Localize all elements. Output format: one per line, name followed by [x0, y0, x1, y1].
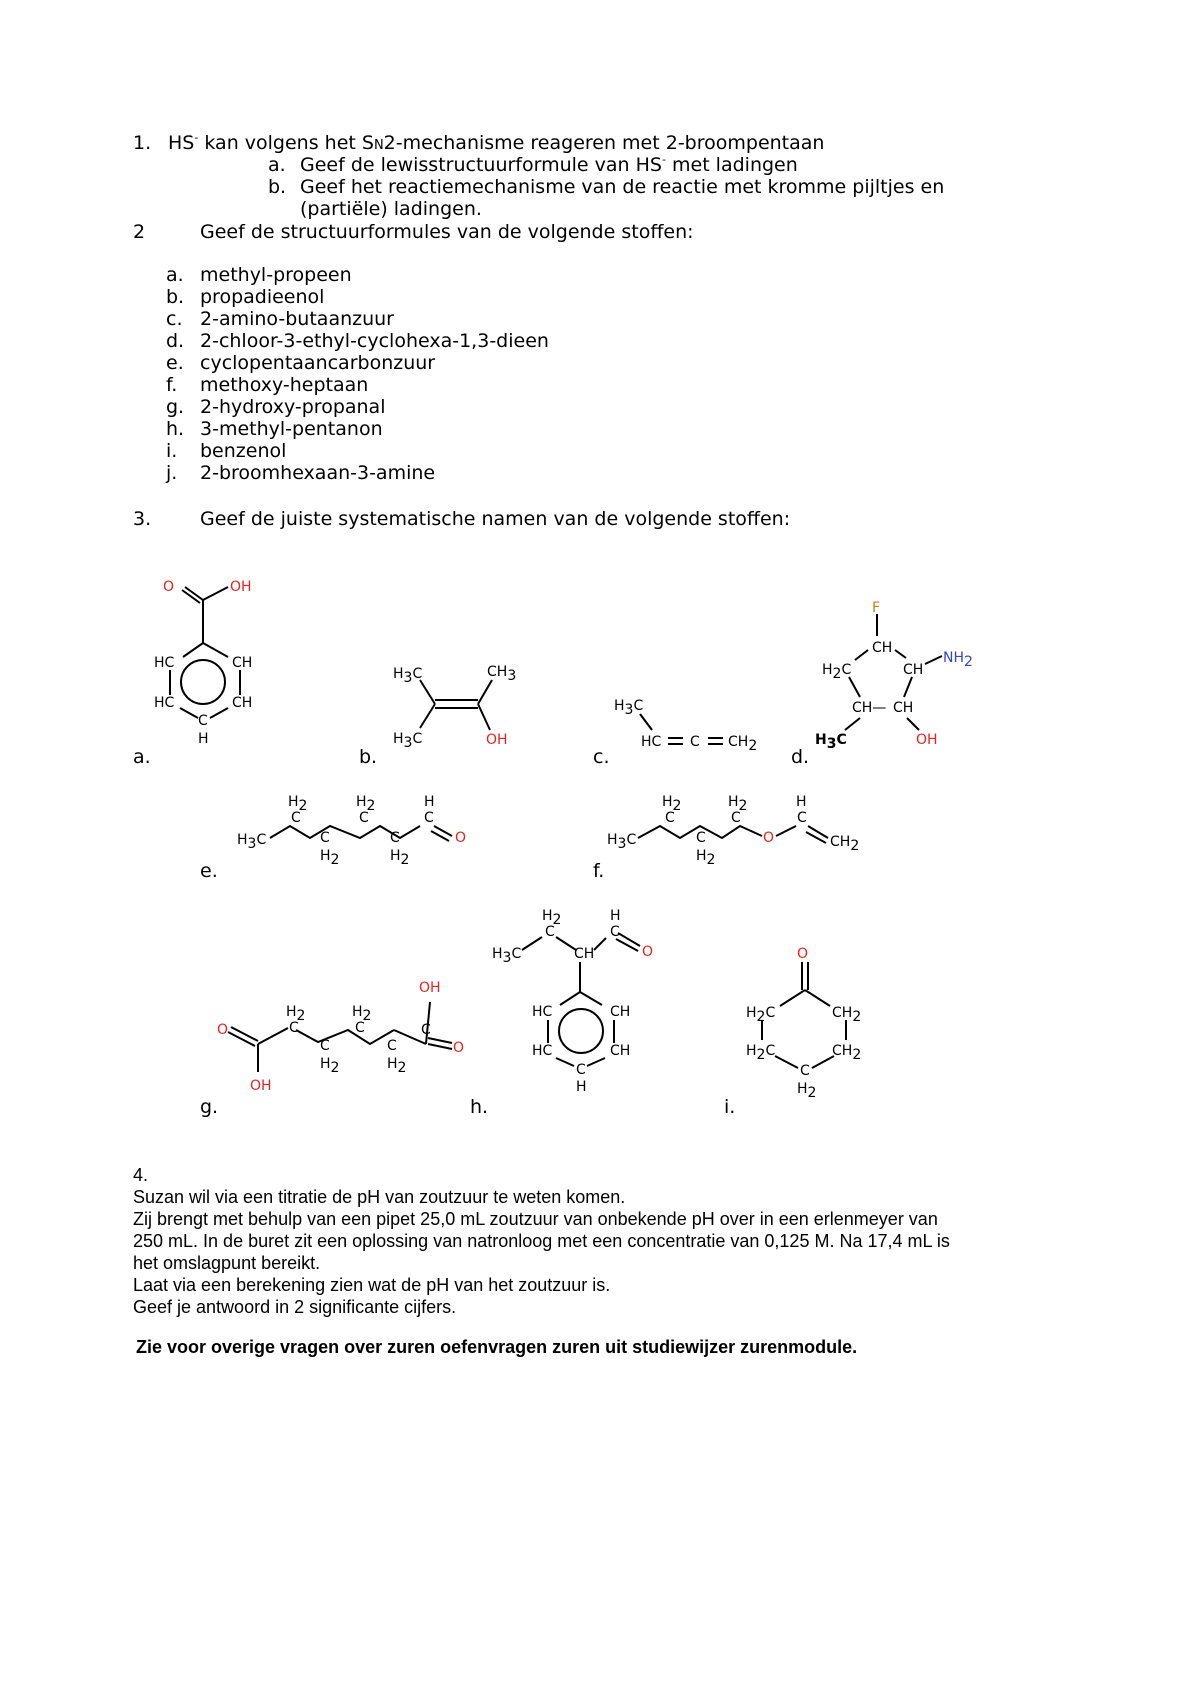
- atom-label: CH3: [487, 664, 517, 684]
- atom-label: C: [421, 1022, 431, 1038]
- atom-label: O: [455, 830, 467, 846]
- atom-label: C: [289, 1020, 299, 1036]
- list-item-marker: i.: [166, 440, 178, 462]
- list-item-marker: e.: [166, 352, 184, 374]
- structure-label-i: i.: [724, 1096, 736, 1118]
- atom-label: F: [872, 600, 881, 616]
- atom-label: CH: [872, 640, 893, 656]
- atom-label: H3C: [393, 731, 423, 751]
- atom-label: H2C: [746, 1005, 776, 1025]
- structure-label-f: f.: [593, 860, 605, 882]
- list-item: benzenol: [200, 440, 287, 462]
- q4-line: Laat via een berekening zien wat de pH van het zoutzuur is.: [133, 1275, 611, 1295]
- q1b-line2: (partiële) ladingen.: [300, 198, 482, 220]
- list-item-marker: b.: [166, 286, 185, 308]
- q2-prompt: Geef de structuurformules van de volgende stoffen:: [200, 221, 694, 243]
- list-item-marker: f.: [166, 374, 178, 396]
- atom-label: CH: [232, 655, 253, 671]
- structure-g: [228, 1002, 452, 1072]
- atom-label: O: [217, 1022, 229, 1038]
- structure-label-b: b.: [359, 746, 378, 768]
- atom-label: H2: [662, 794, 682, 814]
- atom-label: H2C: [822, 662, 852, 682]
- atom-label: H2: [728, 794, 748, 814]
- atom-label: C: [665, 810, 675, 826]
- atom-label: H2: [696, 848, 716, 868]
- atom-label: H2: [356, 794, 376, 814]
- q4-number: 4.: [133, 1165, 149, 1185]
- list-item: methoxy-heptaan: [200, 374, 369, 396]
- atom-label: C: [800, 1063, 810, 1079]
- structure-label-a: a.: [133, 746, 151, 768]
- atom-label: H3C: [492, 946, 522, 966]
- list-item: 2-hydroxy-propanal: [200, 396, 386, 418]
- atom-label: C: [359, 810, 369, 826]
- atom-label: HC: [154, 695, 175, 711]
- atom-label: C: [696, 830, 706, 846]
- atom-label: C: [387, 1038, 397, 1054]
- atom-label: CH: [610, 1004, 631, 1020]
- atom-label: HC: [154, 655, 175, 671]
- atom-label: CH2: [728, 734, 758, 754]
- q1b-marker: b.: [268, 176, 287, 198]
- atom-label: CH: [903, 662, 924, 678]
- atom-label: NH2: [943, 650, 973, 670]
- list-item: 2-broomhexaan-3-amine: [200, 462, 436, 484]
- q1-text: HS- kan volgens het SN2-mechanisme reageren met 2-broompentaan: [168, 131, 825, 154]
- list-item: methyl-propeen: [200, 264, 352, 286]
- list-item: 2-chloor-3-ethyl-cyclohexa-1,3-dieen: [200, 330, 549, 352]
- atom-label: HC: [641, 734, 662, 750]
- atom-label: O: [797, 946, 809, 962]
- atom-label: H: [424, 794, 435, 810]
- atom-label: OH: [916, 732, 938, 748]
- atom-label: C: [320, 830, 330, 846]
- q1-number: 1.: [133, 132, 152, 154]
- footer-note: Zie voor overige vragen over zuren oefenvragen zuren uit studiewijzer zurenmodule.: [136, 1337, 858, 1357]
- q4-line: Geef je antwoord in 2 significante cijfers.: [133, 1297, 457, 1317]
- atom-label: H2: [288, 794, 308, 814]
- atom-label: CH: [232, 695, 253, 711]
- atom-label: H: [198, 731, 209, 747]
- atom-label: C: [690, 734, 700, 750]
- atom-label: C: [424, 810, 434, 826]
- atom-label: CH2: [832, 1005, 862, 1025]
- atom-label: H2C: [746, 1043, 776, 1063]
- atom-label: H: [610, 908, 621, 924]
- q2-number: 2: [133, 221, 146, 243]
- atom-label: H: [576, 1079, 587, 1095]
- list-item-marker: h.: [166, 418, 185, 440]
- atom-label: H2: [542, 908, 562, 928]
- q3-number: 3.: [133, 508, 152, 530]
- atom-label: OH: [230, 579, 252, 595]
- q4-line: Suzan wil via een titratie de pH van zoutzuur te weten komen.: [133, 1187, 626, 1207]
- atom-label: CH: [574, 946, 595, 962]
- atom-label: H3C: [393, 666, 423, 686]
- list-item-marker: c.: [166, 308, 183, 330]
- structure-label-g: g.: [200, 1096, 219, 1118]
- list-item-marker: j.: [166, 462, 178, 484]
- atom-label: C: [731, 810, 741, 826]
- atom-label: H2: [387, 1056, 407, 1076]
- atom-label: CH: [610, 1043, 631, 1059]
- atom-label: C: [355, 1020, 365, 1036]
- atom-label: C: [320, 1038, 330, 1054]
- atom-label: O: [763, 830, 775, 846]
- atom-label: H3C: [237, 832, 267, 852]
- atom-label: OH: [486, 732, 508, 748]
- atom-label: C: [576, 1062, 586, 1078]
- atom-label: H: [796, 794, 807, 810]
- atom-label: C: [545, 924, 555, 940]
- list-item: propadieenol: [200, 286, 325, 308]
- list-item-marker: g.: [166, 396, 185, 418]
- list-item: 3-methyl-pentanon: [200, 418, 383, 440]
- structure-a: [170, 587, 240, 718]
- q1a-text: Geef de lewisstructuurformule van HS- met ladingen: [300, 153, 798, 176]
- atom-label: O: [163, 579, 175, 595]
- atom-label: C: [291, 810, 301, 826]
- atom-label: H2: [352, 1004, 372, 1024]
- atom-label: CH2: [832, 1043, 862, 1063]
- atom-label: C: [797, 810, 807, 826]
- structure-label-c: c.: [593, 746, 610, 768]
- q1b-line1: Geef het reactiemechanisme van de reactie met kromme pijltjes en: [300, 176, 945, 198]
- structure-label-d: d.: [791, 746, 810, 768]
- atom-label: OH: [250, 1078, 272, 1094]
- atom-label: CH—: [852, 700, 887, 716]
- atom-label: CH: [893, 700, 914, 716]
- atom-label: H2: [320, 848, 340, 868]
- atom-label: O: [453, 1040, 465, 1056]
- q4-line: het omslagpunt bereikt.: [133, 1253, 321, 1273]
- structure-label-e: e.: [200, 860, 218, 882]
- atom-label: C: [198, 713, 208, 729]
- atom-label: H3C: [815, 732, 847, 752]
- list-item-marker: d.: [166, 330, 185, 352]
- atom-label: H2: [390, 848, 410, 868]
- structure-f: [638, 826, 828, 843]
- atom-label: H2: [797, 1081, 817, 1101]
- atom-label: CH2: [830, 834, 860, 854]
- structure-label-h: h.: [470, 1096, 489, 1118]
- q3-prompt: Geef de juiste systematische namen van de volgende stoffen:: [200, 508, 791, 530]
- list-item: cyclopentaancarbonzuur: [200, 352, 436, 374]
- atom-label: H2: [320, 1056, 340, 1076]
- atom-label: HC: [532, 1004, 553, 1020]
- atom-label: H2: [286, 1004, 306, 1024]
- atom-label: H3C: [614, 698, 644, 718]
- atom-label: O: [642, 944, 654, 960]
- q4-line: Zij brengt met behulp van een pipet 25,0 mL zoutzuur van onbekende pH over in een erlenmeyer van: [133, 1209, 938, 1229]
- q1a-marker: a.: [268, 154, 286, 176]
- atom-label: H3C: [607, 832, 637, 852]
- atom-label: OH: [419, 980, 441, 996]
- list-item: 2-amino-butaanzuur: [200, 308, 394, 330]
- structure-b: [420, 680, 492, 730]
- list-item-marker: a.: [166, 264, 184, 286]
- atom-label: C: [610, 924, 620, 940]
- atom-label: HC: [532, 1043, 553, 1059]
- atom-label: C: [390, 830, 400, 846]
- structure-e: [270, 826, 452, 841]
- q4-line: 250 mL. In de buret zit een oplossing van natronloog met een concentratie van 0,125 M. Na 17,4 mL is: [133, 1231, 950, 1251]
